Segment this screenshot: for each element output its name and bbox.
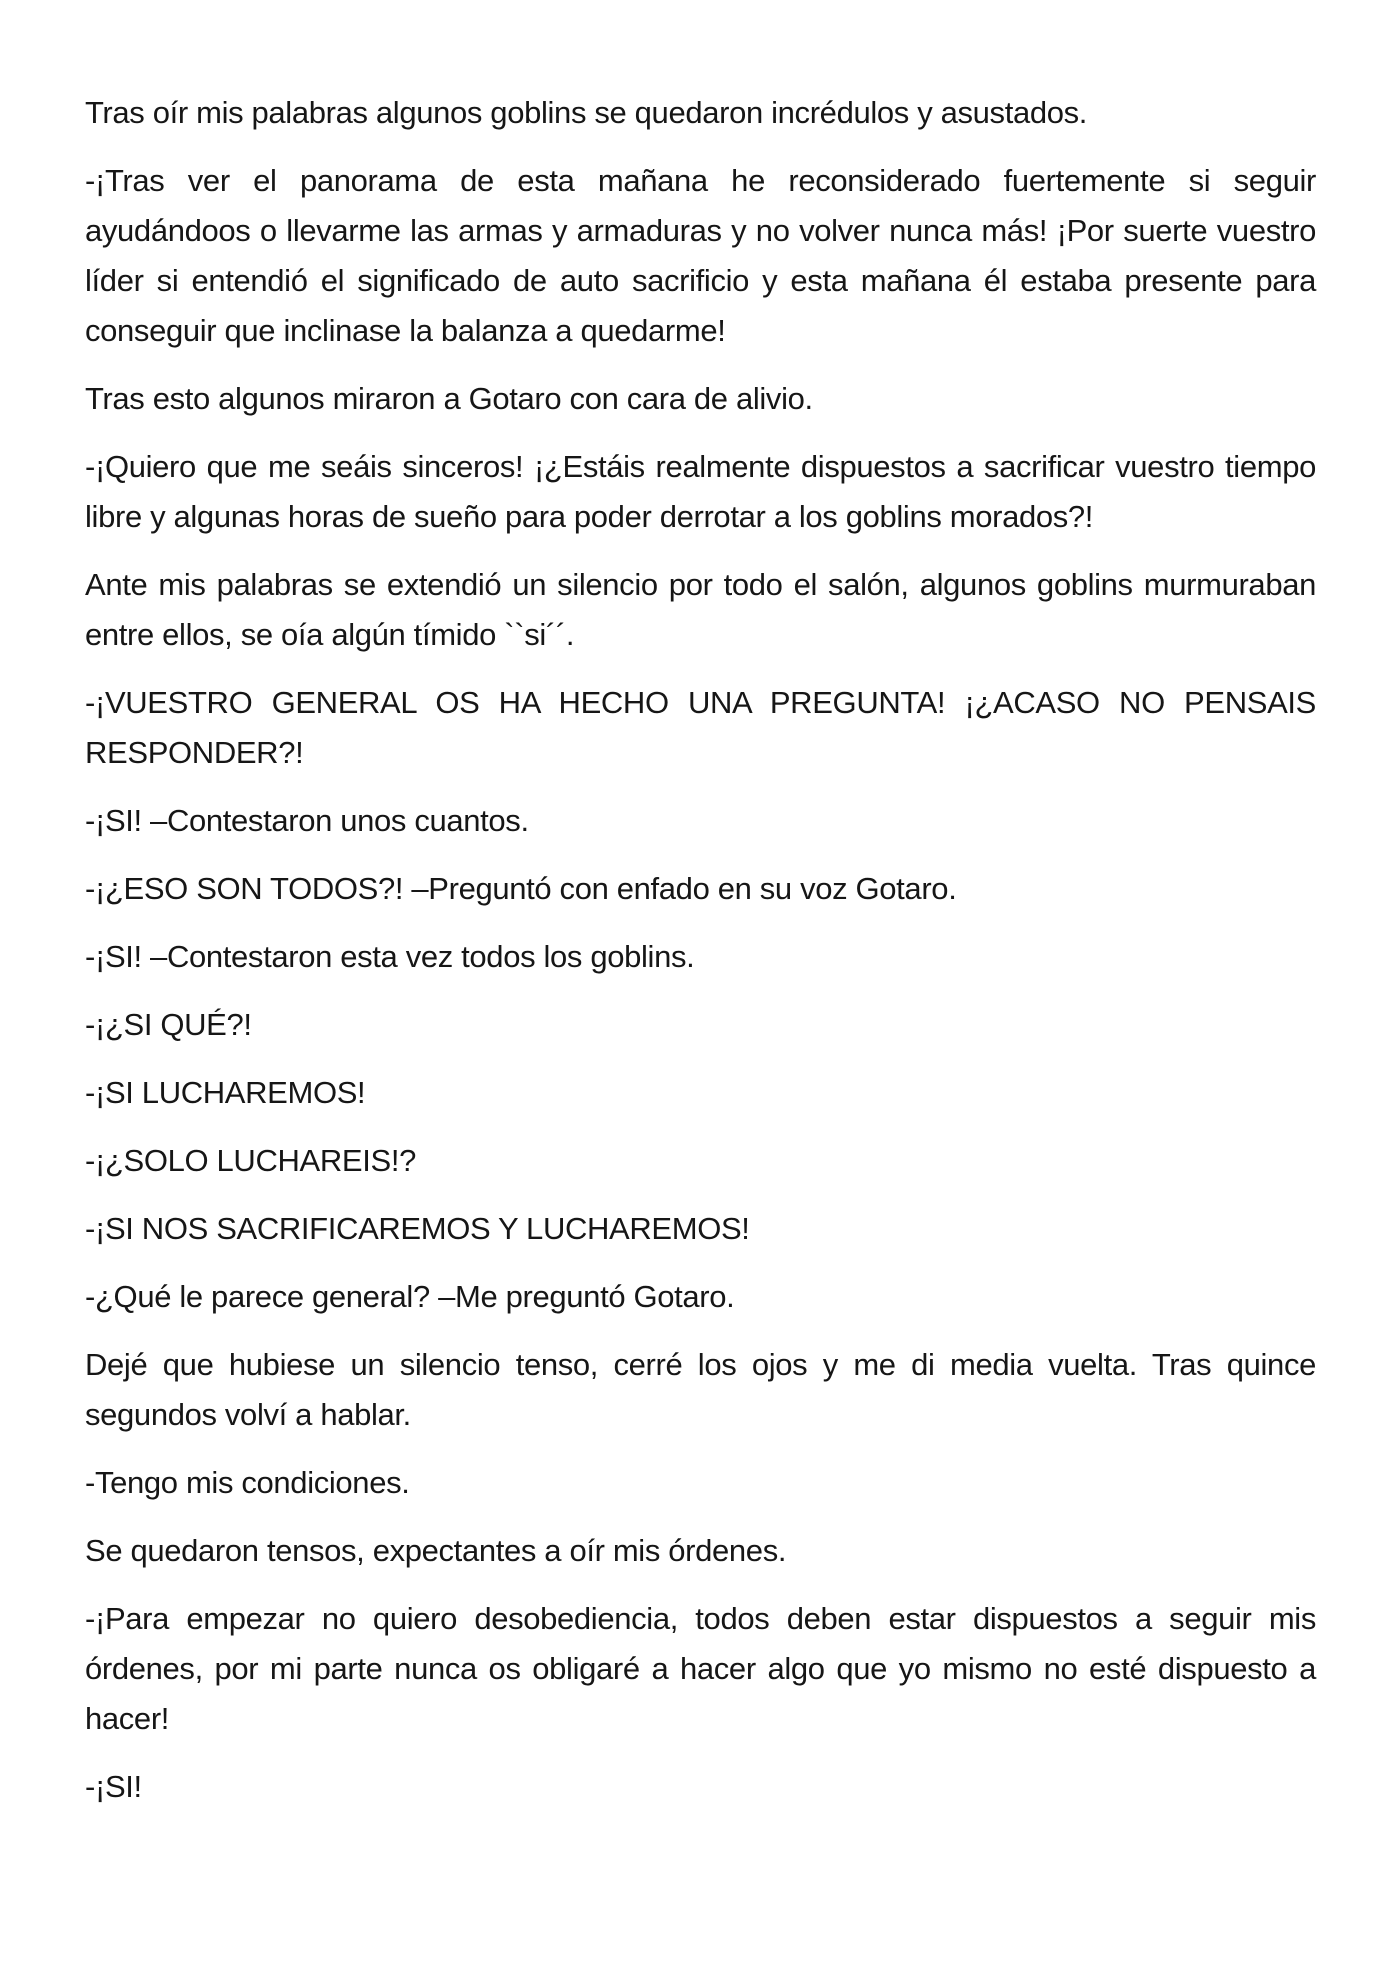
paragraph: -¡SI! –Contestaron esta vez todos los goblins. bbox=[85, 939, 695, 974]
paragraph: -¡SI LUCHAREMOS! bbox=[85, 1075, 366, 1110]
paragraph: -¡Quiero que me seáis sinceros! ¡¿Estáis realmente dispuestos a sacrificar vuestro tiempo libre y algunas horas de sueño para poder derrotar a los goblins morados?! bbox=[85, 449, 1316, 534]
paragraph: -¡Tras ver el panorama de esta mañana he reconsiderado fuertemente si seguir ayudándoos o llevarme las armas y armaduras y no volver nunca más! ¡Por suerte vuestro líder si entendió el significado de auto sacrificio y esta mañana él estaba presente para conseguir que inclinase la balanza a quedarme! bbox=[85, 163, 1316, 348]
paragraph: -¡SI! bbox=[85, 1769, 142, 1804]
paragraph: -Tengo mis condiciones. bbox=[85, 1465, 410, 1500]
paragraph: -¡SI NOS SACRIFICAREMOS Y LUCHAREMOS! bbox=[85, 1211, 750, 1246]
paragraph: Ante mis palabras se extendió un silencio por todo el salón, algunos goblins murmuraban entre ellos, se oía algún tímido ``si´´. bbox=[85, 567, 1316, 652]
text-body bbox=[85, 88, 1316, 1812]
paragraph: Tras oír mis palabras algunos goblins se quedaron incrédulos y asustados. bbox=[85, 95, 1088, 130]
paragraph: Tras esto algunos miraron a Gotaro con cara de alivio. bbox=[85, 381, 813, 416]
paragraph: -¡SI! –Contestaron unos cuantos. bbox=[85, 803, 529, 838]
paragraph: -¿Qué le parece general? –Me preguntó Gotaro. bbox=[85, 1279, 735, 1314]
paragraph: Se quedaron tensos, expectantes a oír mis órdenes. bbox=[85, 1533, 787, 1568]
paragraph: -¡¿ESO SON TODOS?! –Preguntó con enfado en su voz Gotaro. bbox=[85, 871, 957, 906]
paragraph: Dejé que hubiese un silencio tenso, cerré los ojos y me di media vuelta. Tras quince segundos volví a hablar. bbox=[85, 1347, 1316, 1432]
paragraph: -¡Para empezar no quiero desobediencia, todos deben estar dispuestos a seguir mis órdenes, por mi parte nunca os obligaré a hacer algo que yo mismo no esté dispuesto a hacer! bbox=[85, 1601, 1316, 1736]
paragraph: -¡¿SOLO LUCHAREIS!? bbox=[85, 1143, 416, 1178]
paragraph: -¡¿SI QUÉ?! bbox=[85, 1007, 252, 1042]
paragraph: -¡VUESTRO GENERAL OS HA HECHO UNA PREGUNTA! ¡¿ACASO NO PENSAIS RESPONDER?! bbox=[85, 685, 1316, 770]
